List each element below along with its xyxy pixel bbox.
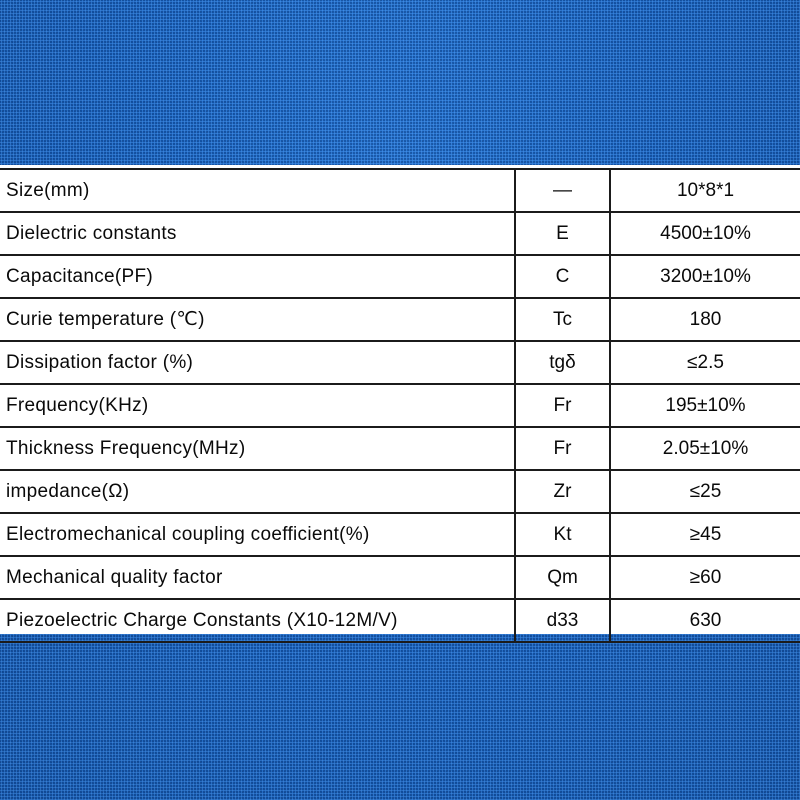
spec-symbol: Fr xyxy=(515,384,610,427)
table-row xyxy=(0,427,800,470)
spec-value: 180 xyxy=(610,298,800,341)
table-row xyxy=(0,298,800,341)
table-row xyxy=(0,513,800,556)
spec-name: Capacitance(PF) xyxy=(0,255,515,298)
table-row xyxy=(0,255,800,298)
spec-symbol: Kt xyxy=(515,513,610,556)
table-row xyxy=(0,384,800,427)
spec-name: Size(mm) xyxy=(0,169,515,212)
spec-symbol: Tc xyxy=(515,298,610,341)
spec-panel xyxy=(0,165,800,634)
spec-symbol: tgδ xyxy=(515,341,610,384)
spec-table xyxy=(0,168,800,643)
spec-symbol: Fr xyxy=(515,427,610,470)
table-row xyxy=(0,169,800,212)
spec-name: Dissipation factor (%) xyxy=(0,341,515,384)
table-row xyxy=(0,599,800,642)
spec-symbol: C xyxy=(515,255,610,298)
spec-value: 10*8*1 xyxy=(610,169,800,212)
spec-value: ≤2.5 xyxy=(610,341,800,384)
spec-name: Curie temperature (℃) xyxy=(0,298,515,341)
spec-name: Frequency(KHz) xyxy=(0,384,515,427)
spec-name: impedance(Ω) xyxy=(0,470,515,513)
spec-symbol: d33 xyxy=(515,599,610,642)
spec-name: Thickness Frequency(MHz) xyxy=(0,427,515,470)
table-row xyxy=(0,341,800,384)
spec-symbol: E xyxy=(515,212,610,255)
spec-value: 3200±10% xyxy=(610,255,800,298)
spec-value: ≥60 xyxy=(610,556,800,599)
spec-name: Piezoelectric Charge Constants (X10-12M/V) xyxy=(0,599,515,642)
spec-name: Dielectric constants xyxy=(0,212,515,255)
spec-value: 630 xyxy=(610,599,800,642)
spec-symbol: Zr xyxy=(515,470,610,513)
table-row xyxy=(0,470,800,513)
spec-name: Electromechanical coupling coefficient(%) xyxy=(0,513,515,556)
spec-value: ≤25 xyxy=(610,470,800,513)
spec-symbol: — xyxy=(515,169,610,212)
spec-name: Mechanical quality factor xyxy=(0,556,515,599)
spec-value: 2.05±10% xyxy=(610,427,800,470)
spec-value: ≥45 xyxy=(610,513,800,556)
table-row xyxy=(0,212,800,255)
table-row xyxy=(0,556,800,599)
spec-value: 195±10% xyxy=(610,384,800,427)
spec-value: 4500±10% xyxy=(610,212,800,255)
spec-symbol: Qm xyxy=(515,556,610,599)
